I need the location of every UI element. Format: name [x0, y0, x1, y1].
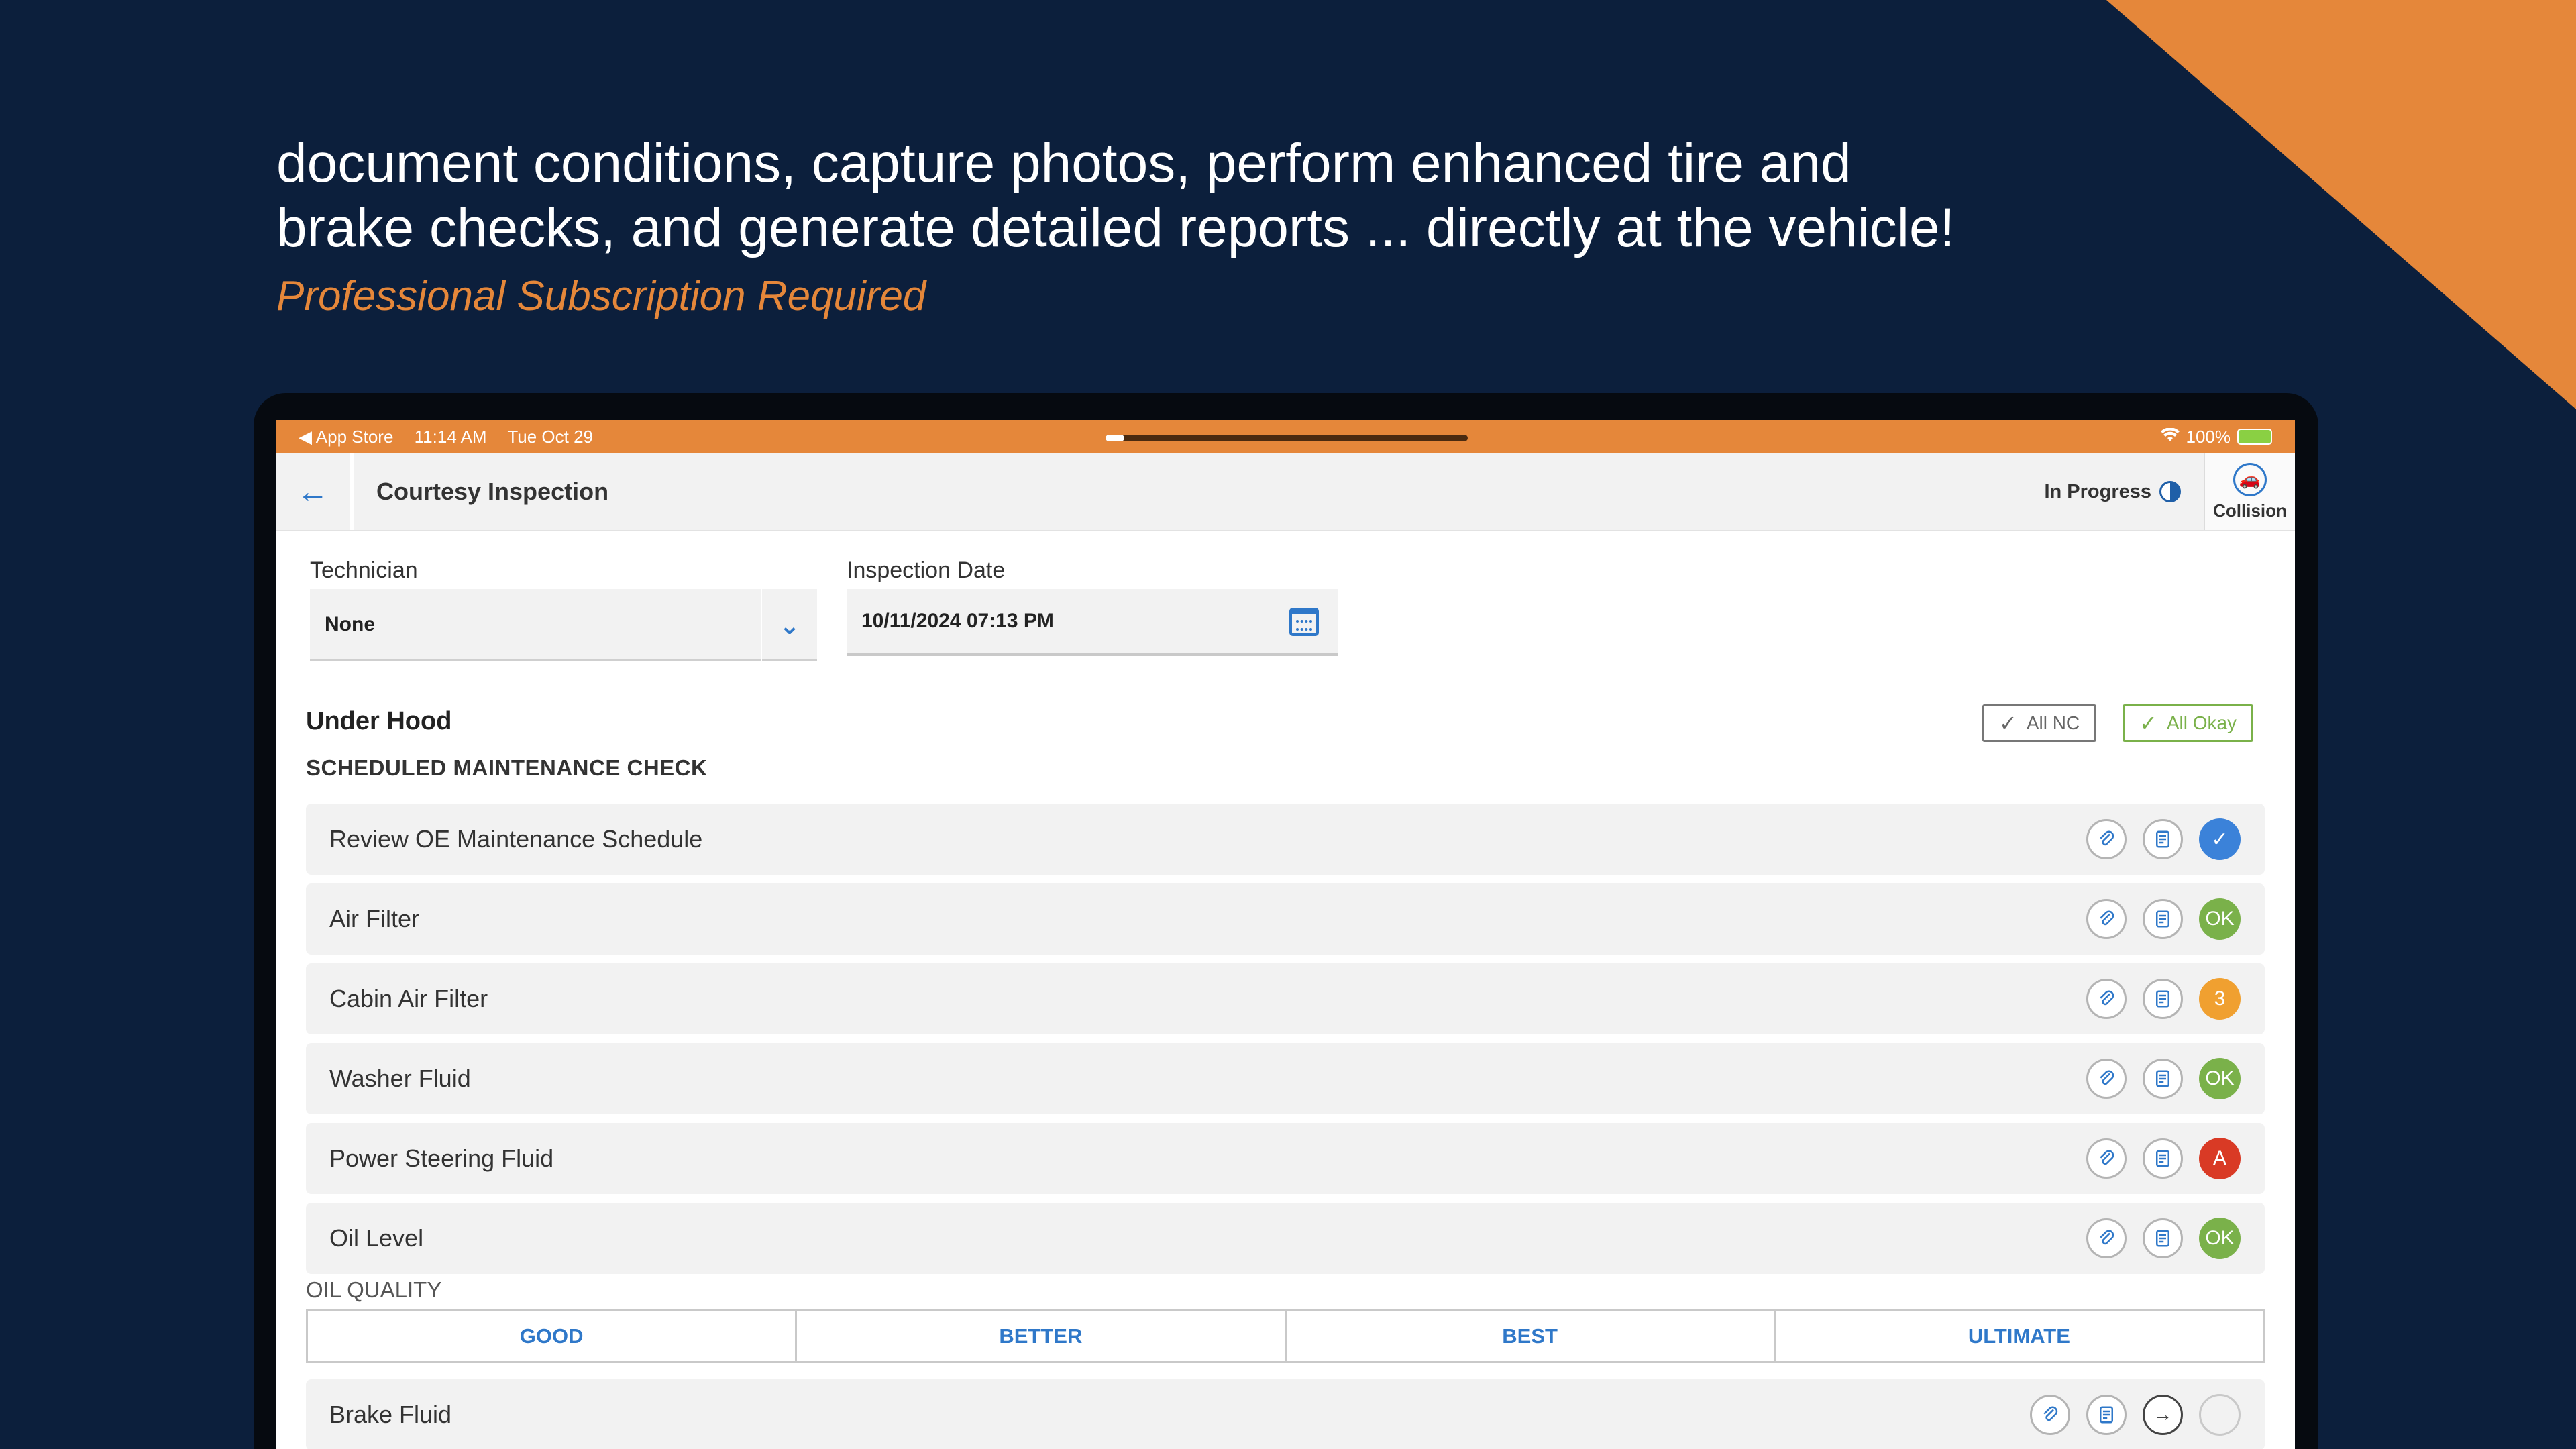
inspection-item-row[interactable] [306, 1203, 2265, 1274]
ios-status-bar [276, 420, 2295, 453]
battery-percent: 100% [2186, 426, 2231, 447]
status-check-badge[interactable]: ✓ [2199, 818, 2241, 860]
item-label: Oil Level [329, 1224, 424, 1252]
paperclip-icon[interactable] [2086, 1059, 2127, 1099]
collision-label: Collision [2213, 500, 2287, 521]
multitasking-grabber[interactable] [1106, 435, 1468, 441]
app-header [276, 453, 2295, 531]
back-to-app-store[interactable]: ◀ App Store [299, 426, 394, 447]
car-crash-icon: 🚗 [2233, 463, 2267, 496]
status-label: In Progress [2044, 480, 2151, 502]
item-label: Review OE Maintenance Schedule [329, 825, 703, 853]
status-ok-badge[interactable]: OK [2199, 1218, 2241, 1259]
inspection-status[interactable] [2044, 453, 2204, 530]
technician-label: Technician [310, 557, 418, 583]
status-ok-badge[interactable]: OK [2199, 898, 2241, 940]
battery-icon [2237, 429, 2272, 445]
item-label: Air Filter [329, 905, 419, 932]
paperclip-icon[interactable] [2086, 1138, 2127, 1179]
notes-icon[interactable] [2143, 1138, 2183, 1179]
headline-line-1: document conditions, capture photos, perform enhanced tire and [276, 133, 1851, 194]
notes-icon[interactable] [2143, 979, 2183, 1019]
status-date: Tue Oct 29 [507, 426, 594, 447]
oil-quality-good[interactable]: GOOD [308, 1311, 797, 1361]
item-label: Cabin Air Filter [329, 985, 488, 1012]
section-subtitle: SCHEDULED MAINTENANCE CHECK [306, 755, 708, 780]
inspection-item-row[interactable] [306, 883, 2265, 955]
paperclip-icon[interactable] [2086, 979, 2127, 1019]
section-title: Under Hood [306, 707, 452, 735]
status-alert-badge[interactable]: A [2199, 1138, 2241, 1179]
arrow-right-icon[interactable]: → [2143, 1395, 2183, 1435]
corner-accent-triangle [2106, 0, 2576, 409]
paperclip-icon[interactable] [2030, 1395, 2070, 1435]
oil-quality-better[interactable]: BETTER [797, 1311, 1286, 1361]
checkmark-icon: ✓ [1999, 711, 2017, 735]
all-okay-button[interactable] [2123, 704, 2253, 742]
notes-icon[interactable] [2143, 1059, 2183, 1099]
inspection-date-label: Inspection Date [847, 557, 1006, 583]
oil-quality-segmented-control [306, 1309, 2265, 1363]
status-ok-badge[interactable]: OK [2199, 1058, 2241, 1099]
collision-button[interactable] [2204, 453, 2295, 530]
page-title: Courtesy Inspection [376, 478, 609, 505]
calendar-icon[interactable] [1289, 608, 1319, 636]
oil-quality-label: OIL QUALITY [306, 1277, 442, 1302]
notes-icon[interactable] [2143, 1218, 2183, 1258]
inspection-item-row[interactable] [306, 1123, 2265, 1194]
notes-icon[interactable] [2086, 1395, 2127, 1435]
status-warning-badge[interactable]: 3 [2199, 978, 2241, 1020]
inspection-date-field[interactable] [847, 589, 1338, 656]
progress-half-icon [2159, 481, 2181, 502]
item-label: Washer Fluid [329, 1065, 471, 1092]
item-label: Power Steering Fluid [329, 1144, 554, 1172]
inspection-item-row[interactable] [306, 1379, 2265, 1449]
inspection-item-row[interactable] [306, 963, 2265, 1034]
inspection-date-value: 10/11/2024 07:13 PM [861, 609, 1054, 632]
promo-headline [276, 131, 2021, 260]
notes-icon[interactable] [2143, 819, 2183, 859]
oil-quality-best[interactable]: BEST [1287, 1311, 1776, 1361]
tablet-screen [276, 420, 2295, 1449]
all-nc-label: All NC [2026, 712, 2080, 733]
arrow-left-icon: ← [297, 474, 329, 510]
wifi-icon [2161, 427, 2180, 447]
notes-icon[interactable] [2143, 899, 2183, 939]
status-empty-badge[interactable] [2199, 1394, 2241, 1436]
headline-line-2: brake checks, and generate detailed reports ... directly at the vehicle! [276, 197, 1955, 258]
inspection-item-row[interactable] [306, 1043, 2265, 1114]
status-time: 11:14 AM [414, 426, 487, 447]
technician-value: None [325, 612, 375, 635]
paperclip-icon[interactable] [2086, 1218, 2127, 1258]
chevron-down-icon: ⌄ [761, 589, 817, 661]
paperclip-icon[interactable] [2086, 819, 2127, 859]
oil-quality-ultimate[interactable]: ULTIMATE [1776, 1311, 2263, 1361]
all-okay-label: All Okay [2166, 712, 2237, 733]
back-button[interactable] [276, 453, 354, 530]
inspection-item-row[interactable] [306, 804, 2265, 875]
all-nc-button[interactable] [1982, 704, 2096, 742]
checkmark-icon: ✓ [2139, 711, 2157, 735]
paperclip-icon[interactable] [2086, 899, 2127, 939]
technician-select[interactable] [310, 589, 817, 661]
promo-subhead: Professional Subscription Required [276, 273, 926, 319]
item-label: Brake Fluid [329, 1401, 452, 1428]
